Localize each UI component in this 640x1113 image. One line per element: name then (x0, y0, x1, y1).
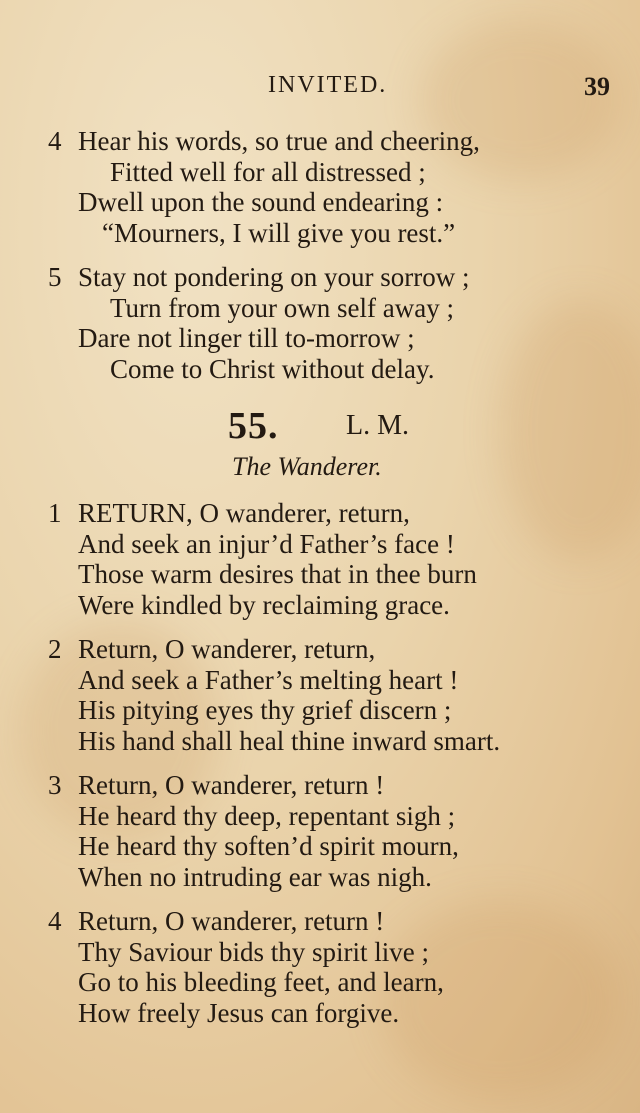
verse-line: He heard thy deep, repentant sigh ; (78, 800, 456, 831)
stanza (48, 498, 628, 620)
verse-line: His pitying eyes thy grief discern ; (78, 695, 452, 725)
hymn-title: The Wanderer. (232, 452, 382, 481)
verse-line: He heard thy soften’d spirit mourn, (78, 831, 459, 861)
stanza (48, 906, 628, 1028)
verse-line: Thy Saviour bids thy spirit live ; (78, 936, 429, 967)
verse-line: 3 Return, O wanderer, return ! (48, 770, 385, 800)
verse-line: 4 Return, O wanderer, return ! (48, 906, 385, 936)
verse-line: And seek a Father’s melting heart ! (78, 664, 459, 695)
verse-line: Fitted well for all distressed ; (110, 156, 426, 187)
hymn-meter: L. M. (346, 410, 409, 441)
verse-line: Come to Christ without delay. (110, 353, 435, 384)
hymn-heading (0, 404, 640, 448)
stanza (48, 770, 628, 892)
verse-line: When no intruding ear was nigh. (78, 861, 432, 892)
verse-line: Dare not linger till to-morrow ; (78, 323, 415, 353)
verse-line: “Mourners, I will give you rest.” (102, 217, 456, 248)
verse-line: Dwell upon the sound endearing : (78, 187, 444, 217)
verse-line: 1 RETURN, O wanderer, return, (48, 498, 410, 528)
stanza (48, 634, 628, 756)
stanza-number: 1 (48, 498, 62, 528)
verse-line: How freely Jesus can forgive. (78, 997, 400, 1028)
stanza-number: 4 (48, 906, 62, 936)
stanza-number: 4 (48, 126, 62, 156)
verse-line: 4 Hear his words, so true and cheering, (48, 126, 480, 156)
stanza-number: 5 (48, 262, 62, 292)
verse-line: And seek an injur’d Father’s face ! (78, 528, 455, 559)
running-title: INVITED. (268, 72, 388, 98)
page-number: 39 (584, 72, 610, 101)
verse-line: 2 Return, O wanderer, return, (48, 634, 376, 664)
verse-line: Were kindled by reclaiming grace. (78, 589, 450, 620)
verse-line: Those warm desires that in thee burn (78, 559, 477, 589)
stanza (48, 262, 628, 384)
verse-line: Go to his bleeding feet, and learn, (78, 967, 444, 997)
verse-line: His hand shall heal thine inward smart. (78, 725, 501, 756)
running-head (0, 72, 640, 108)
stanza (48, 126, 628, 248)
stanza-number: 3 (48, 770, 62, 800)
verse-line: Turn from your own self away ; (110, 292, 454, 323)
verse-line: 5 Stay not pondering on your sorrow ; (48, 262, 470, 292)
hymn-number: 55. (228, 405, 279, 447)
stanza-number: 2 (48, 634, 62, 664)
